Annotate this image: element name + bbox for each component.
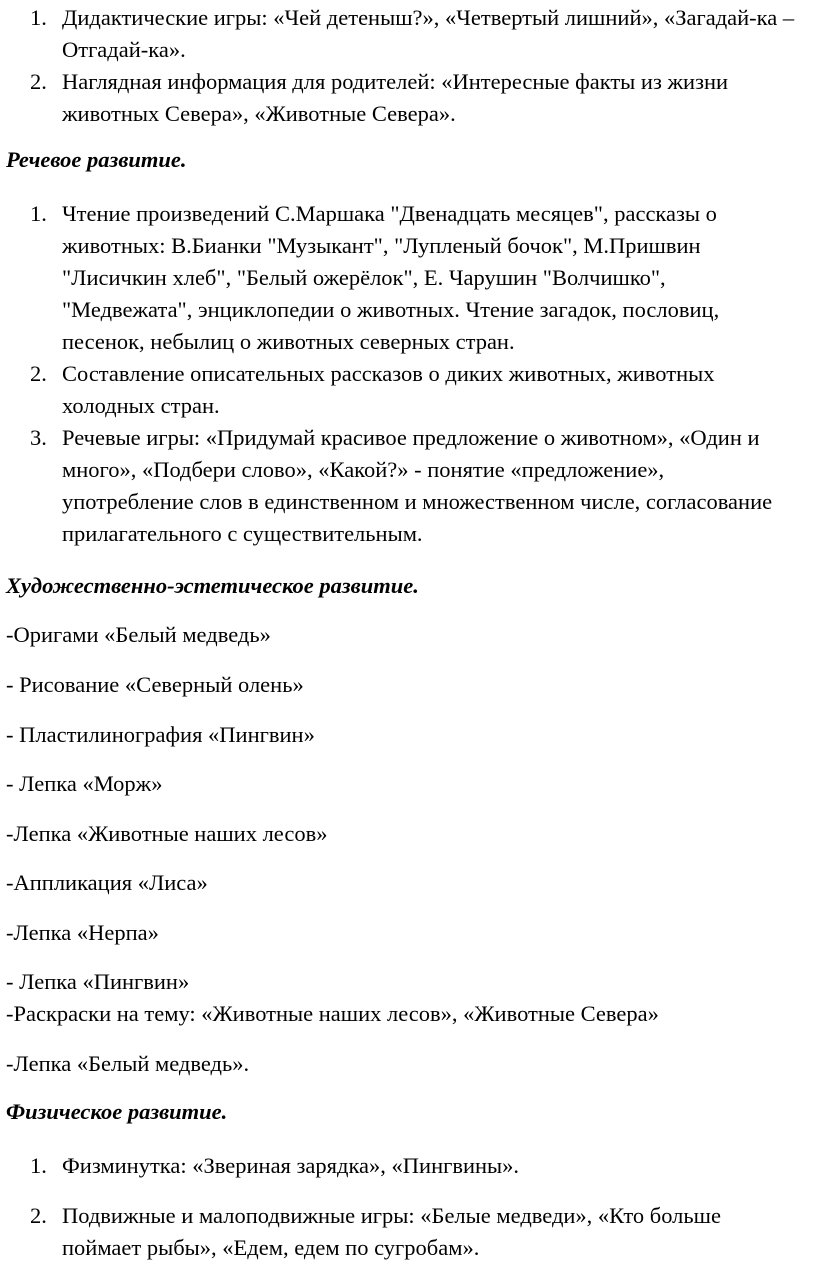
art-line: -Оригами «Белый медведь» (6, 622, 271, 647)
list-number: 1. (30, 1153, 47, 1178)
art-line: -Лепка «Животные наших лесов» (6, 821, 328, 846)
list-number: 2. (30, 361, 47, 386)
list-item-text: Подвижные и малоподвижные игры: «Белые медведи», «Кто больше поймает рыбы», «Едем, едем по сугробам». (62, 1203, 721, 1260)
list-item-text: Наглядная информация для родителей: «Интересные факты из жизни животных Севера», «Животные Севера». (62, 69, 729, 126)
list-item (0, 358, 816, 422)
list-item (0, 2, 816, 66)
list-item-text: Составление описательных рассказов о диких животных, животных холодных стран. (62, 361, 715, 418)
list-item (0, 1150, 816, 1182)
section-heading-physical: Физическое развитие. (6, 1099, 228, 1124)
art-line: - Лепка «Пингвин» (6, 969, 190, 994)
list-number: 2. (30, 69, 47, 94)
art-line: -Аппликация «Лиса» (6, 870, 208, 895)
speech-list (0, 198, 816, 550)
list-number: 1. (30, 201, 47, 226)
list-item (0, 422, 816, 550)
art-line: -Лепка «Нерпа» (6, 920, 159, 945)
section-heading-art: Художественно-эстетическое развитие. (6, 573, 419, 598)
section-heading-speech: Речевое развитие. (6, 147, 187, 172)
physical-list (0, 1150, 816, 1264)
list-item (0, 66, 816, 130)
art-line: -Лепка «Белый медведь». (6, 1051, 250, 1076)
list-item (0, 1200, 816, 1264)
list-number: 2. (30, 1203, 47, 1228)
list-item (0, 198, 816, 358)
list-item-text: Чтение произведений С.Маршака "Двенадцать месяцев", рассказы о животных: В.Бианки "Музыкант", "Лупленый бочок", М.Пришвин "Лисичкин хлеб", "Белый ожерёлок", Е. Чарушин "Волчишко", "Медвежата", энциклопедии о животных. Чтение загадок, пословиц, песенок, небылиц о животных северных стран. (62, 201, 720, 354)
art-line: - Рисование «Северный олень» (6, 672, 304, 697)
art-line: - Пластилинография «Пингвин» (6, 722, 315, 747)
list-number: 1. (30, 5, 47, 30)
list-item-text: Речевые игры: «Придумай красивое предложение о животном», «Один и много», «Подбери слово», «Какой?» - понятие «предложение», употребление слов в единственном и множественном числе, согласование прилагательного с существительным. (62, 425, 773, 546)
art-line: - Лепка «Морж» (6, 771, 163, 796)
list-number: 3. (30, 425, 47, 450)
list-item-text: Дидактические игры: «Чей детеныш?», «Четвертый лишний», «Загадай-ка – Отгадай-ка». (62, 5, 795, 62)
list-item-text: Физминутка: «Звериная зарядка», «Пингвины». (62, 1153, 520, 1178)
art-line: -Раскраски на тему: «Животные наших лесов», «Животные Севера» (6, 1001, 659, 1026)
didactic-list (0, 2, 816, 130)
